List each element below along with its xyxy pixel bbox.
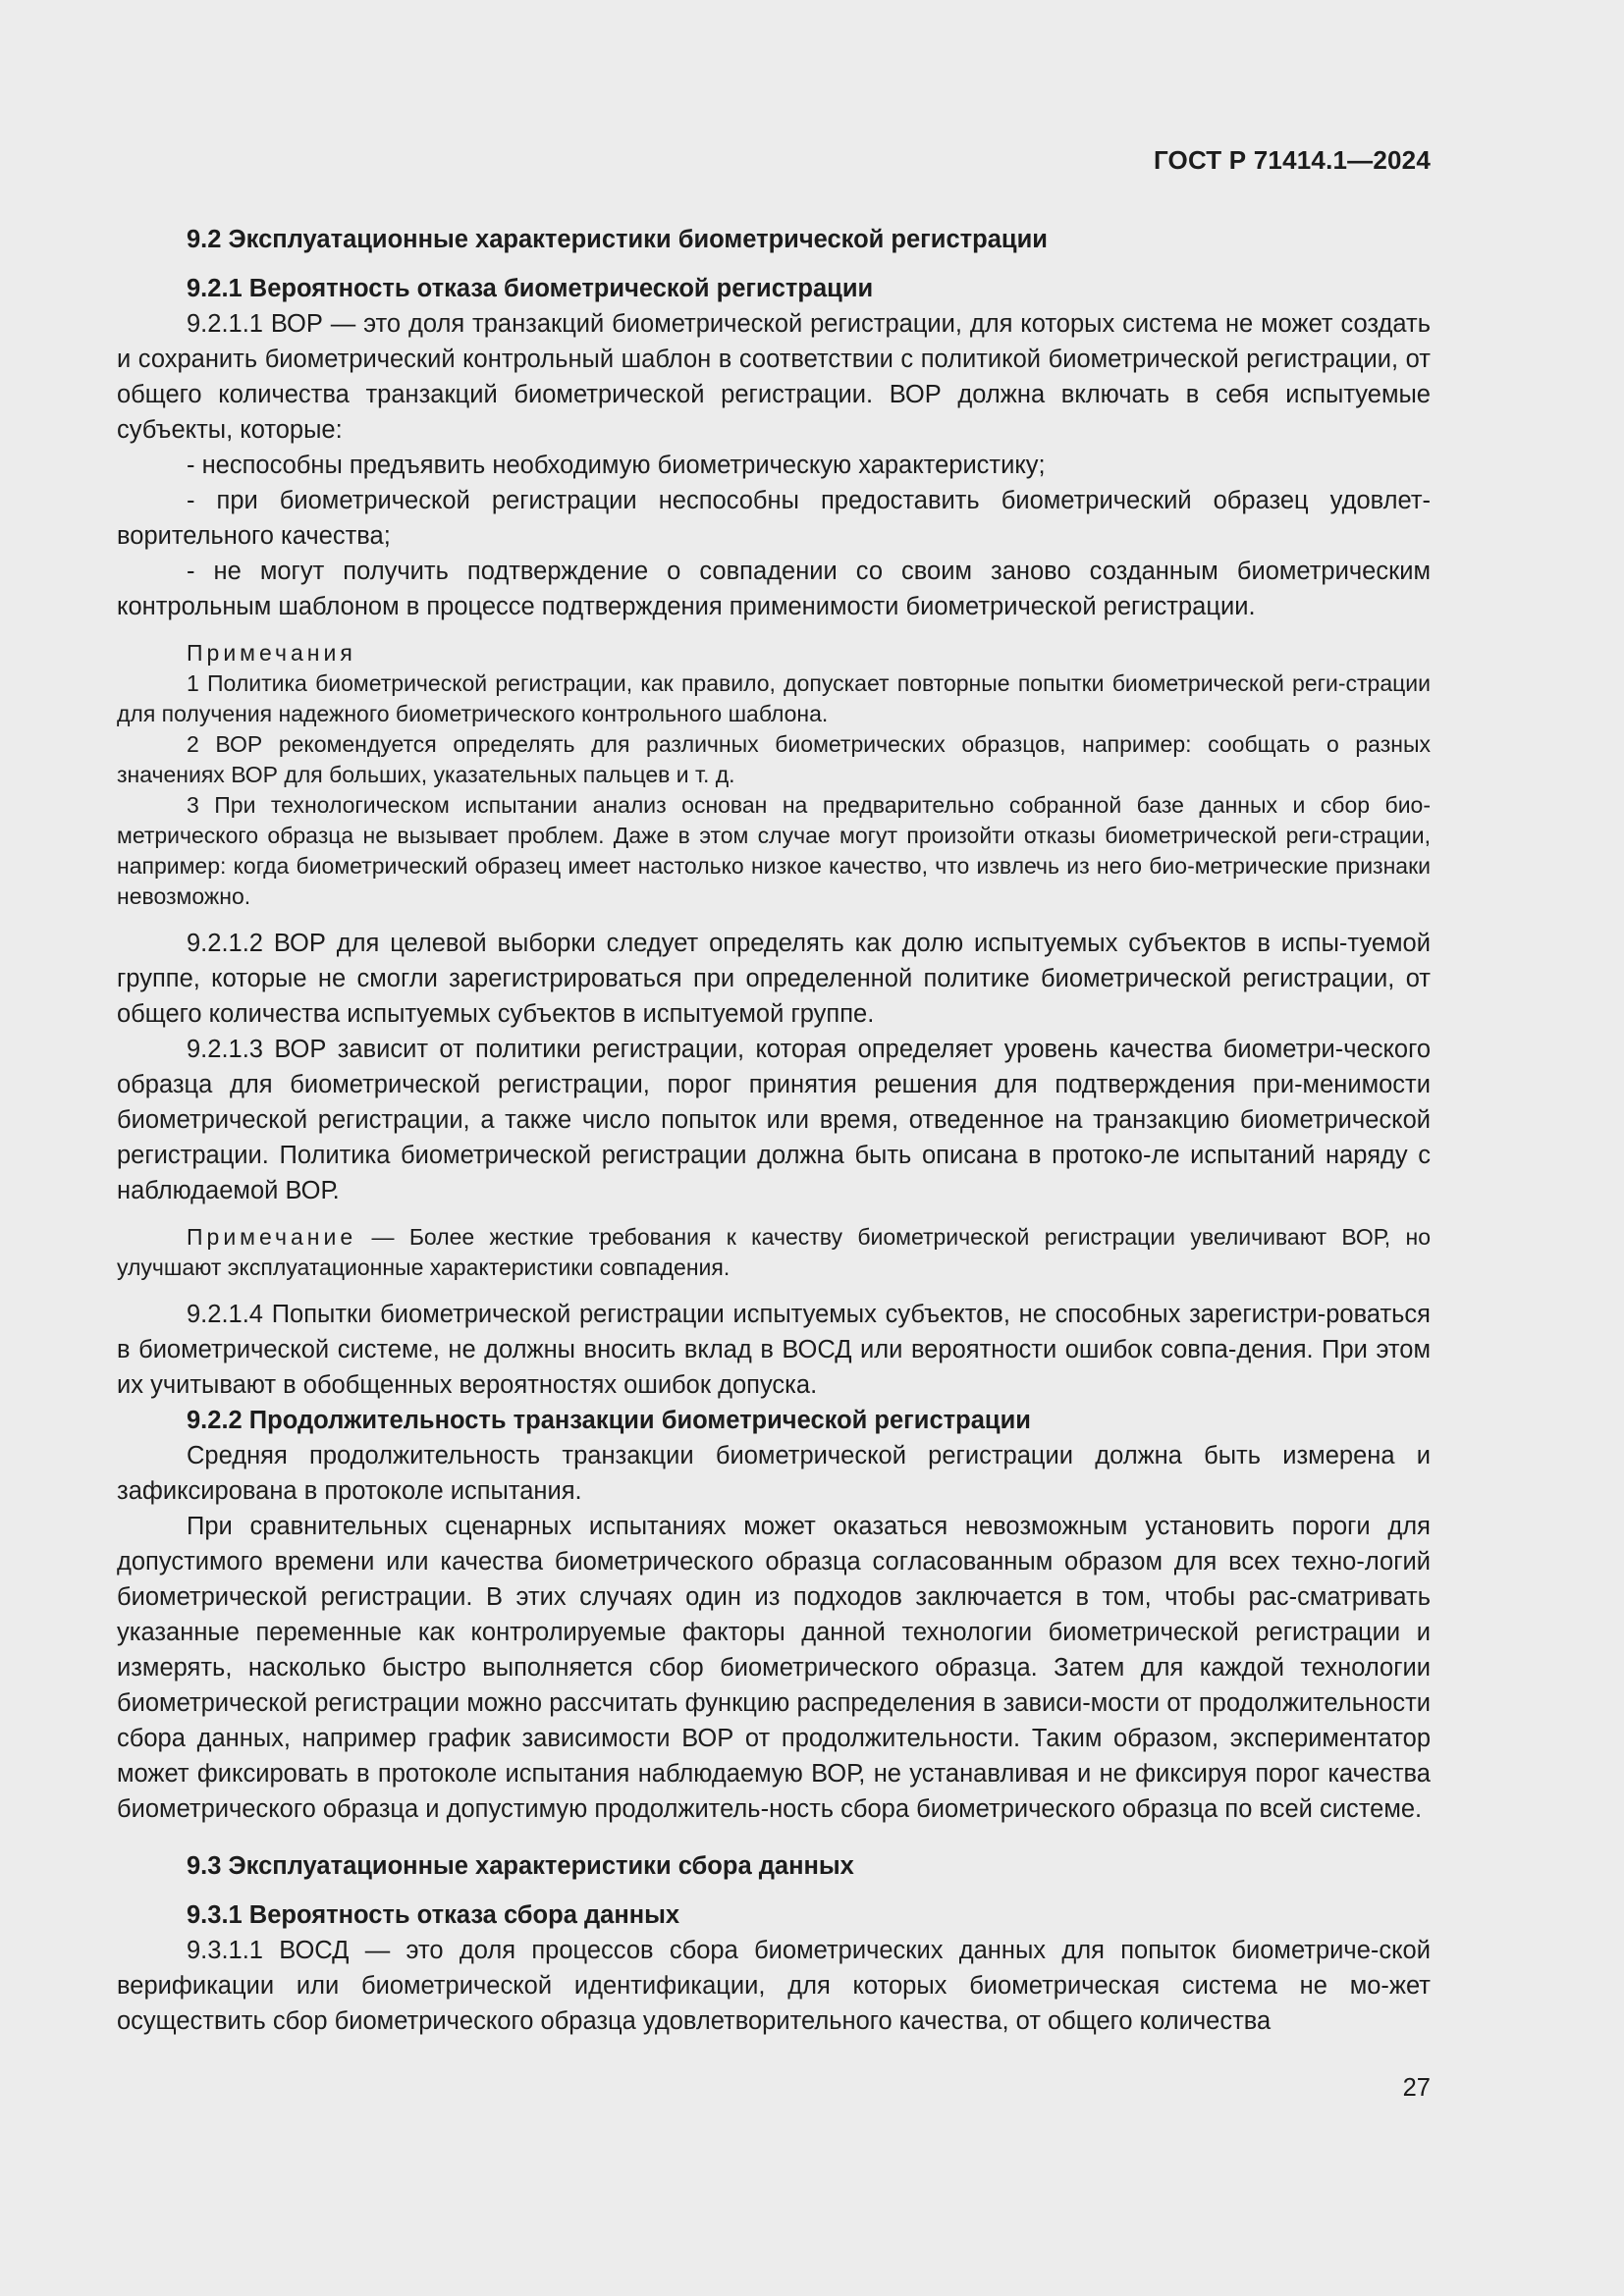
note-item: 2 ВОР рекомендуется определять для различных биометрических образцов, например: сообщать о разных значениях ВОР для больших, указательных пальцев и т. д. [117, 731, 1431, 787]
paragraph-9-2-2-a: Средняя продолжительность транзакции биометрической регистрации должна быть измерена и зафиксирована в протоколе испытания. [117, 1442, 1431, 1505]
section-9-2-heading: 9.2 Эксплуатационные характеристики биометрической регистрации [187, 226, 1048, 253]
paragraph-9-2-1-4: 9.2.1.4 Попытки биометрической регистрации испытуемых субъектов, не способных зарегистри-роваться в биометрической системе, не должны вносить вклад в ВОСД или вероятности ошибок совпа-дения. При этом их учитывают в обобщенных вероятностях ошибок допуска. [117, 1301, 1431, 1399]
section-9-2-1-heading: 9.2.1 Вероятность отказа биометрической регистрации [187, 275, 874, 302]
paragraph-9-2-1-1: 9.2.1.1 ВОР — это доля транзакций биометрической регистрации, для которых система не может создать и сохранить биометрический контрольный шаблон в соответствии с политикой биометрической регистрации, от общего количества транзакций биометрической регистрации. ВОР должна включать в себя испытуемые субъекты, которые: [117, 310, 1431, 444]
paragraph-9-2-1-2: 9.2.1.2 ВОР для целевой выборки следует определять как долю испытуемых субъектов в испы-туемой группе, которые не смогли зарегистрироваться при определенной политике биометрической регистрации, от общего количества испытуемых субъектов в испытуемой группе. [117, 930, 1431, 1028]
section-9-3-heading: 9.3 Эксплуатационные характеристики сбора данных [187, 1852, 854, 1880]
standard-code-header: ГОСТ Р 71414.1—2024 [1153, 145, 1431, 175]
section-9-2-2-heading: 9.2.2 Продолжительность транзакции биометрической регистрации [187, 1407, 1031, 1434]
list-item: - не могут получить подтверждение о совпадении со своим заново созданным биометрическим контрольным шаблоном в процессе подтверждения применимости биометрической регистрации. [117, 558, 1431, 620]
note-single-label: Примечание [187, 1224, 357, 1250]
page-number: 27 [1402, 2074, 1431, 2102]
note-item: 3 При технологическом испытании анализ основан на предварительно собранной базе данных и сбор био-метрического образца не вызывает проблем. Даже в этом случае могут произойти отказы биометрической реги-страции, например: когда биометрический образец имеет настолько низкое качество, что извлечь из него био-метрические признаки невозможно. [117, 792, 1431, 909]
paragraph-9-3-1-1: 9.3.1.1 ВОСД — это доля процессов сбора биометрических данных для попыток биометриче-ской верификации или биометрической идентификации, для которых биометрическая система не мо-жет осуществить сбор биометрического образца удовлетворительного качества, от общего количества [117, 1937, 1431, 2035]
list-item: - неспособны предъявить необходимую биометрическую характеристику; [187, 452, 1046, 479]
note-single [117, 1222, 1431, 1283]
paragraph-9-2-2-b: При сравнительных сценарных испытаниях может оказаться невозможным установить пороги для допустимого времени или качества биометрического образца согласованным образом для всех техно-логий биометрической регистрации. В этих случаях один из подходов заключается в том, чтобы рас-сматривать указанные переменные как контролируемые факторы данной технологии биометрической регистрации и измерять, насколько быстро выполняется сбор биометрического образца. Затем для каждой технологии биометрической регистрации можно рассчитать функцию распределения в зависи-мости от продолжительности сбора данных, например график зависимости ВОР от продолжительности. Таким образом, экспериментатор может фиксировать в протоколе испытания наблюдаемую ВОР, не устанавливая и не фиксируя порог качества биометрического образца и допустимую продолжитель-ность сбора биометрического образца по всей системе. [117, 1513, 1431, 1823]
list-item: - при биометрической регистрации неспособны предоставить биометрический образец удовлет-ворительного качества; [117, 487, 1431, 550]
note-single-text: — Более жесткие требования к качеству биометрической регистрации увеличивают ВОР, но улучшают эксплуатационные характеристики совпадения. [117, 1224, 1431, 1280]
paragraph-9-2-1-3: 9.2.1.3 ВОР зависит от политики регистрации, которая определяет уровень качества биометри-ческого образца для биометрической регистрации, порог принятия решения для подтверждения при-менимости биометрической регистрации, а также число попыток или время, отведенное на транзакцию биометрической регистрации. Политика биометрической регистрации должна быть описана в протоко-ле испытаний наряду с наблюдаемой ВОР. [117, 1036, 1431, 1204]
page-content [117, 222, 1431, 2039]
note-item: 1 Политика биометрической регистрации, как правило, допускает повторные попытки биометрической реги-страции для получения надежного биометрического контрольного шаблона. [117, 670, 1431, 726]
section-9-3-1-heading: 9.3.1 Вероятность отказа сбора данных [187, 1901, 680, 1929]
notes-label: Примечания [187, 640, 356, 666]
